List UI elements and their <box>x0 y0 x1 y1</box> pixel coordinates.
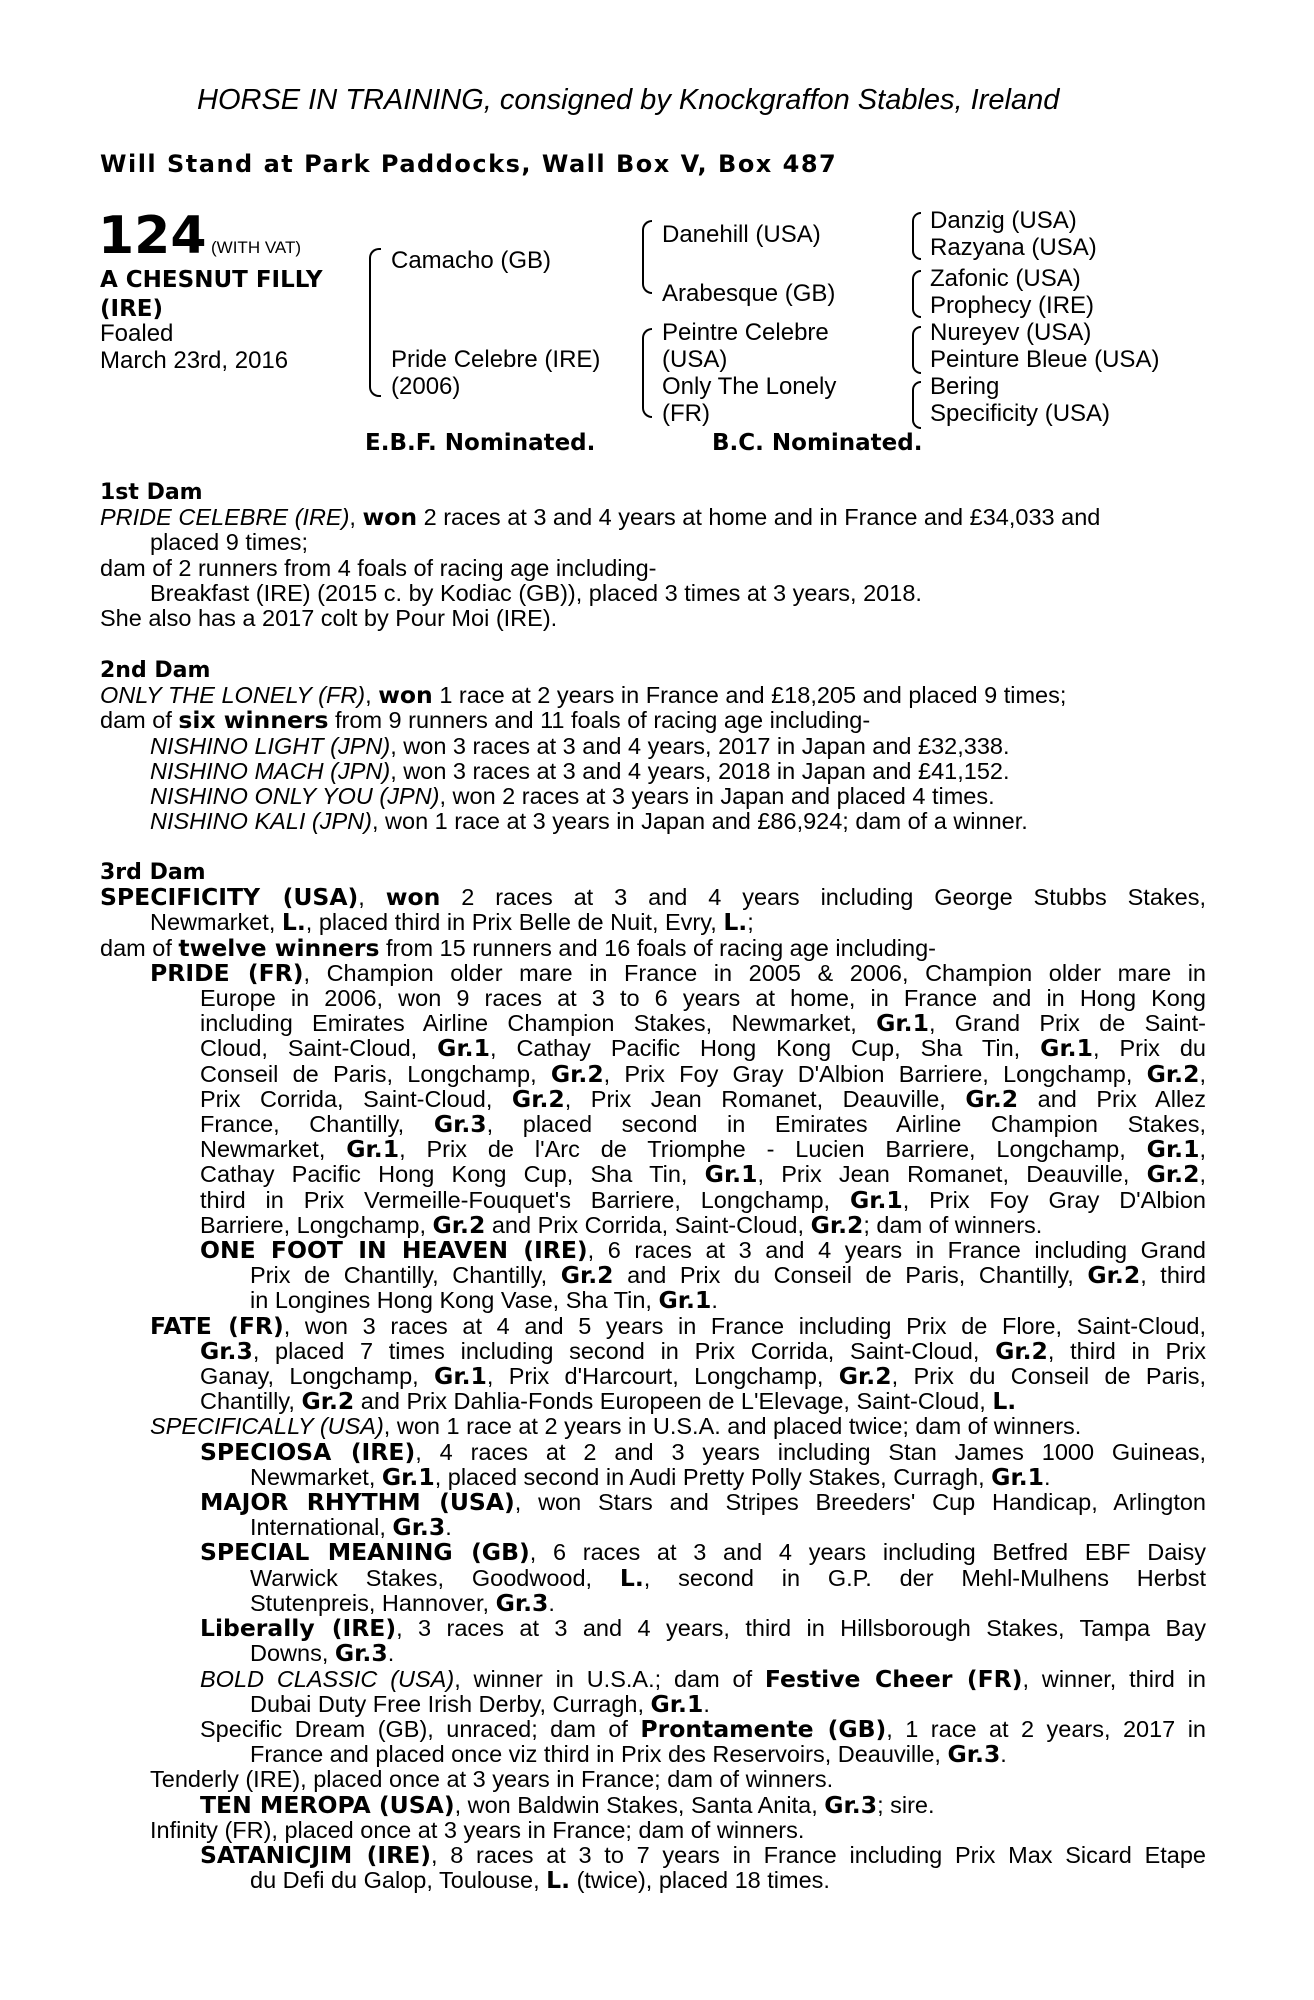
race-record: , winner in U.S.A.; dam of <box>454 1665 765 1692</box>
race-record: Dubai Duty Free Irish Derby, Curragh, <box>250 1690 651 1717</box>
foaled-date: March 23rd, 2016 <box>100 347 289 374</box>
produce-line <box>200 1389 1206 1414</box>
produce-line <box>200 1742 1206 1767</box>
race-record: , won 1 race at 3 years in Japan and £86,924; dam of a winner. <box>371 808 1028 835</box>
produce-line <box>150 1311 1206 1340</box>
race-record: , Prix du Conseil de Paris, <box>891 1363 1206 1390</box>
sire-name: Camacho (GB) <box>391 247 552 274</box>
produce-line <box>200 1641 1206 1666</box>
race-record: , 4 races at 2 and 3 years including Stan James 1000 Guineas, <box>415 1438 1206 1465</box>
produce-line <box>200 1238 1206 1263</box>
race-grade: Gr.2 <box>1146 1160 1200 1189</box>
pedigree-ancestor: Razyana (USA) <box>930 234 1097 261</box>
race-record: and Prix Corrida, Saint-Cloud, <box>485 1211 811 1238</box>
section-heading: 2nd Dam <box>100 658 211 683</box>
produce-line <box>200 1664 1206 1693</box>
race-record: 2 races at 3 and 4 years including George Stubbs Stakes, <box>440 884 1207 911</box>
produce-line <box>200 986 1206 1011</box>
horse-name: TEN MEROPA (USA) <box>200 1790 455 1819</box>
race-record: Newmarket, <box>150 909 282 936</box>
horse-name: NISHINO LIGHT (JPN) <box>150 732 391 759</box>
race-record: Prix de Chantilly, Chantilly, <box>250 1262 561 1289</box>
bc-nominated: B.C. Nominated. <box>712 430 923 456</box>
race-grade: Gr.3 <box>495 1588 549 1617</box>
race-record: , Cathay Pacific Hong Kong Cup, Sha Tin, <box>489 1035 1041 1062</box>
race-record: , Prix Jean Romanet, Deauville, <box>564 1085 966 1112</box>
race-record: , Prix de l'Arc de Triomphe - Lucien Barriere, Longchamp, <box>399 1136 1147 1163</box>
foaled-label: Foaled <box>100 320 174 347</box>
produce-entry <box>100 734 1206 759</box>
stand-location: Will Stand at Park Paddocks, Wall Box V, Box 487 <box>100 150 838 178</box>
race-grade: Gr.2 <box>838 1362 892 1391</box>
produce-entry <box>100 1714 1206 1769</box>
pedigree-ancestor: Danzig (USA) <box>930 207 1077 234</box>
dam-of-label: dam of <box>100 934 179 961</box>
horse-name: SPECIOSA (IRE) <box>200 1437 416 1466</box>
won-label: won <box>362 503 418 532</box>
lot-description-line-1: A CHESNUT FILLY <box>100 267 323 293</box>
dam-sire-line-1: Peintre Celebre <box>662 319 829 346</box>
race-grade: Gr.2 <box>965 1084 1019 1113</box>
race-grade: Gr.2 <box>1087 1261 1141 1290</box>
race-record: . <box>1043 1463 1051 1490</box>
pedigree-brace <box>642 220 652 294</box>
dam-dam <box>662 373 836 427</box>
produce-line <box>150 958 1206 987</box>
race-record: France, Chantilly, <box>200 1111 434 1138</box>
pedigree-brace <box>642 328 652 418</box>
ebf-nominated: E.B.F. Nominated. <box>365 430 596 456</box>
race-record: Newmarket, <box>200 1136 347 1163</box>
grandparents-group-4 <box>930 373 1110 427</box>
race-grade: Gr.2 <box>995 1336 1048 1365</box>
produce-continuation <box>200 1263 1206 1313</box>
pedigree-ancestor: Peinture Bleue (USA) <box>930 346 1160 373</box>
race-record: . <box>711 1287 718 1314</box>
race-grade: Gr.1 <box>381 1462 435 1491</box>
produce-line <box>200 1162 1206 1187</box>
race-grade: Gr.1 <box>437 1034 490 1063</box>
race-record: . <box>1000 1741 1007 1768</box>
foaled-info <box>100 320 288 374</box>
winners-count: six winners <box>178 706 329 735</box>
pedigree-ancestor: Nureyev (USA) <box>930 319 1092 346</box>
produce-entry <box>100 958 1207 1239</box>
second-dam-line: ONLY THE LONELY (FR), won 1 race at 2 years in France and £18,205 and placed 9 times; <box>100 681 1067 710</box>
race-record: Europe in 2006, won 9 races at 3 to 6 years at home, in France and in Hong Kong <box>200 985 1206 1012</box>
lot-description <box>100 266 323 324</box>
race-record: including Emirates Airline Champion Stakes, Newmarket, <box>200 1010 877 1037</box>
sire-sire: Danehill (USA) <box>662 221 821 248</box>
pedigree-ancestor: Specificity (USA) <box>930 400 1111 427</box>
first-dam-line: PRIDE CELEBRE (IRE), won 2 races at 3 and 4 years at home and in France and £34,033 and <box>100 503 1101 532</box>
produce-line <box>200 1490 1206 1515</box>
horse-name: Festive Cheer (FR) <box>764 1664 1023 1693</box>
race-grade: Gr.2 <box>810 1210 864 1239</box>
race-grade: Gr.2 <box>1146 1059 1200 1088</box>
race-record: , <box>1199 1161 1206 1188</box>
sire-dam: Arabesque (GB) <box>662 280 836 307</box>
lot-number-block <box>98 206 301 266</box>
produce-entry <box>100 1311 1207 1416</box>
produce-line <box>200 1714 1206 1743</box>
produce-continuation <box>150 1336 1207 1416</box>
produce-line <box>250 1563 1206 1592</box>
produce-line <box>200 1364 1206 1389</box>
produce-entry <box>100 784 1206 809</box>
race-record: and Prix du Conseil de Paris, Chantilly, <box>613 1262 1088 1289</box>
grandparents-group-1 <box>930 207 1097 261</box>
dam-dam-line-1: Only The Lonely <box>662 373 837 400</box>
lot-description-line-2: (IRE) <box>100 296 164 322</box>
won-label: won <box>378 681 433 710</box>
horse-name: Liberally (IRE) <box>200 1614 397 1643</box>
race-record: du Defi du Galop, Toulouse, <box>250 1867 547 1894</box>
race-record: , won 2 races at 3 years in Japan and placed 4 times. <box>439 783 995 810</box>
race-grade: L. <box>723 908 748 937</box>
section-heading: 3rd Dam <box>100 860 206 885</box>
race-grade: Gr.1 <box>346 1135 400 1164</box>
race-grade: Gr.1 <box>1040 1034 1093 1063</box>
race-record: France and placed once viz third in Prix des Reservoirs, Deauville, <box>250 1741 948 1768</box>
pedigree-brace <box>369 248 381 397</box>
race-grade: Gr.3 <box>200 1336 253 1365</box>
race-record: International, <box>250 1514 393 1541</box>
produce-line <box>200 1540 1206 1565</box>
race-record: , won 3 races at 4 and 5 years in France including Prix de Flore, Saint-Cloud, <box>283 1312 1206 1339</box>
horse-name: SPECIFICITY (USA) <box>100 883 359 912</box>
dam-name-line-1: Pride Celebre (IRE) <box>391 346 601 373</box>
race-record: Stutenpreis, Hannover, <box>250 1589 496 1616</box>
race-record: Specific Dream (GB), unraced; dam of <box>200 1715 641 1742</box>
race-grade: Gr.2 <box>511 1084 565 1113</box>
dam-sire <box>662 319 829 373</box>
race-record: . <box>387 1640 395 1667</box>
produce-entry <box>100 809 1206 834</box>
race-record: Barriere, Longchamp, <box>200 1211 433 1238</box>
race-grade: Gr.1 <box>1146 1135 1200 1164</box>
produce-entry: Breakfast (IRE) (2015 c. by Kodiac (GB)), placed 3 times at 3 years, 2018. <box>150 579 922 606</box>
produce-entry <box>100 1790 1206 1819</box>
race-grade: L. <box>546 1866 571 1895</box>
race-record: , placed second in Audi Pretty Polly Stakes, Curragh, <box>434 1463 992 1490</box>
produce-line <box>250 1288 1206 1313</box>
race-record: , 3 races at 3 and 4 years, third in Hillsborough Stakes, Tampa Bay <box>396 1615 1206 1642</box>
grandparents-group-2 <box>930 265 1094 319</box>
race-record: , won 3 races at 3 and 4 years, 2018 in Japan and £41,152. <box>390 757 1010 784</box>
race-record: , Prix Jean Romanet, Deauville, <box>757 1161 1147 1188</box>
produce-line <box>200 1336 1207 1365</box>
catalogue-header: HORSE IN TRAINING, consigned by Knockgraffon Stables, Ireland <box>197 84 1060 116</box>
race-grade: L. <box>281 908 306 937</box>
race-grade: Gr.3 <box>947 1740 1001 1769</box>
produce-line <box>200 1868 1206 1893</box>
race-record: 1 race at 2 years in France and £18,205 and placed 9 times; <box>432 682 1067 709</box>
dam-name <box>391 346 600 400</box>
race-record: , 6 races at 3 and 4 years including Betfred EBF Daisy <box>529 1539 1206 1566</box>
produce-line <box>200 1059 1206 1088</box>
runners-text: from 9 runners and 11 foals of racing age including- <box>328 707 871 734</box>
race-record: and Prix Allez <box>1018 1085 1206 1112</box>
horse-name: PRIDE (FR) <box>150 958 304 987</box>
race-record: , winner, third in <box>1022 1665 1206 1692</box>
race-record: Prix Corrida, Saint-Cloud, <box>200 1085 512 1112</box>
produce-entry <box>100 1238 1206 1314</box>
race-grade: Gr.1 <box>434 1362 487 1391</box>
race-grade: Gr.1 <box>849 1185 903 1214</box>
pedigree-brace <box>912 326 921 374</box>
third-dam-line <box>100 910 1206 935</box>
dam-dam-line-2: (FR) <box>662 400 710 427</box>
produce-entry <box>100 759 1206 784</box>
produce-line <box>200 1515 1206 1540</box>
race-record: , <box>1199 1136 1206 1163</box>
horse-name: FATE (FR) <box>150 1311 284 1340</box>
race-record: third in Prix Vermeille-Fouquet's Barriere, Longchamp, <box>200 1186 850 1213</box>
produce-line <box>200 1616 1206 1641</box>
race-record: , Prix Foy Gray D'Albion Barriere, Longchamp, <box>603 1060 1147 1087</box>
race-record: , third <box>1140 1262 1206 1289</box>
won-label: won <box>385 883 441 912</box>
race-record: , placed third in Prix Belle de Nuit, Evry, <box>305 909 724 936</box>
second-dam-line <box>100 708 1206 733</box>
produce-entry <box>100 1540 1206 1616</box>
horse-name: NISHINO KALI (JPN) <box>150 808 372 835</box>
race-record: . <box>445 1514 452 1541</box>
race-record: . <box>703 1690 710 1717</box>
produce-line <box>200 1011 1206 1036</box>
race-grade: Gr.3 <box>433 1110 487 1139</box>
race-record: , 6 races at 3 and 4 years in France including Grand <box>587 1237 1206 1264</box>
produce-line <box>200 1210 1206 1239</box>
produce-entry <box>100 1437 1206 1491</box>
race-record: Newmarket, <box>250 1463 382 1490</box>
race-record: 2 races at 3 and 4 years at home and in France and £34,033 and <box>417 504 1101 531</box>
race-record: , Grand Prix de Saint- <box>928 1010 1206 1037</box>
section-heading: 1st Dam <box>100 480 203 505</box>
produce-line <box>200 1689 1206 1718</box>
first-dam-section <box>100 480 1206 631</box>
race-grade: Gr.3 <box>334 1639 388 1668</box>
produce-line <box>200 1137 1206 1162</box>
pedigree-brace <box>912 212 921 260</box>
horse-name: MAJOR RHYTHM (USA) <box>200 1488 515 1517</box>
produce-continuation <box>150 986 1206 1238</box>
dam-year: (2006) <box>391 373 461 400</box>
produce-line <box>200 1036 1206 1061</box>
horse-name: SPECIFICALLY (USA) <box>150 1413 384 1440</box>
race-record: Cloud, Saint-Cloud, <box>200 1035 438 1062</box>
race-record: , second in G.P. der Mehl-Mulhens Herbst <box>643 1564 1206 1591</box>
pedigree-ancestor: Zafonic (USA) <box>930 265 1081 292</box>
race-record: , won 1 race at 2 years in U.S.A. and placed twice; dam of winners. <box>383 1413 1082 1440</box>
dam-of-label: dam of <box>100 707 179 734</box>
produce-line <box>200 1437 1206 1466</box>
produce-entry <box>100 1414 1206 1439</box>
horse-name: SATANICJIM (IRE) <box>200 1840 431 1869</box>
third-dam-section <box>100 860 1206 1893</box>
race-grade: Gr.2 <box>432 1210 486 1239</box>
race-record: , third in Prix <box>1047 1337 1207 1364</box>
horse-name: SPECIAL MEANING (GB) <box>200 1538 530 1567</box>
first-dam-line: She also has a 2017 colt by Pour Moi (IRE). <box>100 605 558 632</box>
produce-line <box>200 1462 1206 1491</box>
race-grade: Gr.2 <box>560 1261 614 1290</box>
produce-entry: Tenderly (IRE), placed once at 3 years in France; dam of winners. <box>150 1766 834 1793</box>
race-record: , Prix Foy Gray D'Albion <box>902 1186 1206 1213</box>
produce-entry <box>100 1616 1206 1666</box>
grandparents-group-3 <box>930 319 1159 373</box>
race-grade: Gr.3 <box>392 1513 446 1542</box>
race-grade: Gr.1 <box>876 1009 929 1038</box>
horse-name: ONE FOOT IN HEAVEN (IRE) <box>200 1236 588 1265</box>
horse-name: ONLY THE LONELY (FR) <box>100 682 366 709</box>
race-grade: Gr.1 <box>658 1286 712 1315</box>
race-record: , won Stars and Stripes Breeders' Cup Handicap, Arlington <box>514 1489 1206 1516</box>
horse-name: NISHINO MACH (JPN) <box>150 757 391 784</box>
pedigree-ancestor: Bering <box>930 373 1000 400</box>
pedigree-ancestor: Prophecy (IRE) <box>930 292 1095 319</box>
lot-number: 124 <box>98 206 207 266</box>
pedigree-brace <box>912 381 921 429</box>
race-record: , 8 races at 3 to 7 years in France including Prix Max Sicard Etape <box>430 1841 1207 1868</box>
race-record: , Prix du <box>1092 1035 1207 1062</box>
race-record: Cathay Pacific Hong Kong Cup, Sha Tin, <box>200 1161 705 1188</box>
horse-name: Prontamente (GB) <box>640 1714 887 1743</box>
horse-name: NISHINO ONLY YOU (JPN) <box>150 783 440 810</box>
produce-line <box>200 1840 1207 1869</box>
produce-line <box>200 1185 1206 1214</box>
second-dam-section <box>100 658 1206 834</box>
produce-continuation <box>200 1563 1206 1617</box>
race-record: . <box>548 1589 555 1616</box>
race-grade: Gr.1 <box>704 1160 758 1189</box>
race-record: ; sire. <box>877 1791 935 1818</box>
race-record: (twice), placed 18 times. <box>570 1867 830 1894</box>
produce-line <box>250 1588 1206 1617</box>
produce-line <box>200 1084 1206 1113</box>
race-record: , 1 race at 2 years, 2017 in <box>886 1715 1206 1742</box>
race-record: Warwick Stakes, Goodwood, <box>250 1564 620 1591</box>
race-record: , won 3 races at 3 and 4 years, 2017 in Japan and £32,338. <box>390 732 1010 759</box>
vat-label: (WITH VAT) <box>211 238 302 257</box>
produce-line <box>200 1112 1206 1137</box>
horse-name: PRIDE CELEBRE (IRE) <box>100 504 350 531</box>
race-record: Ganay, Longchamp, <box>200 1363 435 1390</box>
race-record: , Champion older mare in France in 2005 & 2006, Champion older mare in <box>303 959 1206 986</box>
produce-line <box>250 1263 1206 1288</box>
race-grade: L. <box>992 1387 1017 1416</box>
race-record: ; dam of winners. <box>863 1211 1043 1238</box>
produce-entry: Infinity (FR), placed once at 3 years in France; dam of winners. <box>150 1816 805 1843</box>
race-record: , Prix d'Harcourt, Longchamp, <box>486 1363 839 1390</box>
pedigree-brace <box>912 270 921 318</box>
race-record: , placed second in Emirates Airline Champion Stakes, <box>486 1111 1206 1138</box>
race-record: , <box>1199 1060 1206 1087</box>
race-grade: Gr.1 <box>991 1462 1044 1491</box>
race-record: ; <box>747 909 754 936</box>
race-record: and Prix Dahlia-Fonds Europeen de L'Elevage, Saint-Cloud, <box>354 1388 993 1415</box>
race-record: in Longines Hong Kong Vase, Sha Tin, <box>250 1287 659 1314</box>
winners-count: twelve winners <box>178 933 380 962</box>
runners-text: from 15 runners and 16 foals of racing age including- <box>379 934 936 961</box>
produce-entry <box>100 1664 1206 1718</box>
race-grade: L. <box>619 1563 644 1592</box>
produce-entry <box>100 1490 1206 1540</box>
race-record: Chantilly, <box>200 1388 302 1415</box>
race-record: Downs, <box>250 1640 335 1667</box>
produce-entry <box>100 1840 1207 1895</box>
race-grade: Gr.1 <box>650 1689 704 1718</box>
race-record: , placed 7 times including second in Prix Corrida, Saint-Cloud, <box>252 1337 996 1364</box>
race-record: , won Baldwin Stakes, Santa Anita, <box>454 1791 825 1818</box>
dam-sire-line-2: (USA) <box>662 346 728 373</box>
race-record: Conseil de Paris, Longchamp, <box>200 1060 551 1087</box>
race-grade: Gr.2 <box>550 1059 604 1088</box>
race-grade: Gr.3 <box>824 1790 878 1819</box>
race-grade: Gr.2 <box>301 1387 355 1416</box>
first-dam-line: placed 9 times; <box>150 529 309 556</box>
third-dam-line <box>100 933 1206 962</box>
first-dam-line: dam of 2 runners from 4 foals of racing age including- <box>100 554 657 581</box>
horse-name: BOLD CLASSIC (USA) <box>200 1665 455 1692</box>
third-dam-line: SPECIFICITY (USA), won 2 races at 3 and 4 years including George Stubbs Stakes, <box>100 883 1207 912</box>
